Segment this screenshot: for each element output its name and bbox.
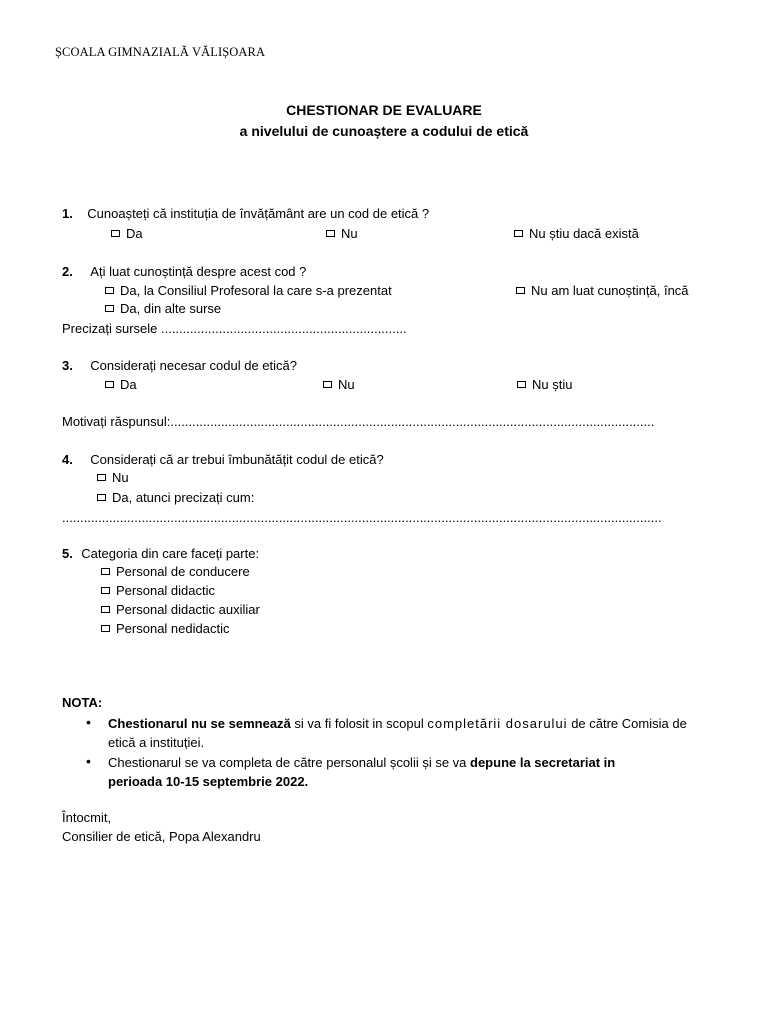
checkbox-icon [97, 494, 106, 501]
q1-option-nu[interactable]: Nu [326, 226, 358, 241]
footer-prepared: Întocmit, [62, 810, 112, 825]
question-text: Considerați necesar codul de etică? [90, 358, 297, 373]
question-5 [62, 545, 259, 563]
q4-details-field[interactable]: ...................................................................................................................................................................... [62, 510, 662, 525]
footer-author: Consilier de etică, Popa Alexandru [62, 829, 261, 844]
q4-option-da[interactable]: Da, atunci precizați cum: [97, 490, 254, 505]
q1-option-nu-stiu[interactable]: Nu știu dacă există [514, 226, 639, 241]
q2-option-consiliu[interactable]: Da, la Consiliul Profesoral la care s-a prezentat [105, 283, 392, 298]
checkbox-icon [323, 381, 332, 388]
bullet-icon: • [86, 714, 91, 730]
checkbox-icon [517, 381, 526, 388]
page-title: CHESTIONAR DE EVALUARE [286, 102, 482, 118]
bullet-icon: • [86, 753, 91, 769]
question-number: 5. [62, 546, 73, 561]
q1-option-da[interactable]: Da [111, 226, 143, 241]
checkbox-icon [105, 381, 114, 388]
question-2 [62, 263, 306, 281]
question-text: Considerați că ar trebui îmbunătățit codul de etică? [90, 452, 384, 467]
checkbox-icon [101, 587, 110, 594]
q4-option-nu[interactable]: Nu [97, 470, 129, 485]
question-number: 1. [62, 206, 73, 221]
nota-label: NOTA: [62, 695, 103, 710]
checkbox-icon [516, 287, 525, 294]
question-number: 3. [62, 358, 73, 373]
q5-option-conducere[interactable]: Personal de conducere [101, 564, 250, 579]
checkbox-icon [105, 287, 114, 294]
q3-option-nu[interactable]: Nu [323, 377, 355, 392]
q3-motivation-field[interactable]: Motivați răspunsul:...................................................................................................................................... [62, 414, 655, 429]
nota-item-1: Chestionarul nu se semnează si va fi folosit in scopul completării dosarului de către Comisia de etică a instituției. [108, 716, 687, 750]
question-3 [62, 357, 297, 375]
checkbox-icon [101, 625, 110, 632]
question-4 [62, 451, 384, 469]
q5-option-nedidactic[interactable]: Personal nedidactic [101, 621, 229, 636]
q5-option-auxiliar[interactable]: Personal didactic auxiliar [101, 602, 260, 617]
q5-option-didactic[interactable]: Personal didactic [101, 583, 215, 598]
question-text: Categoria din care faceți parte: [81, 546, 260, 561]
checkbox-icon [97, 474, 106, 481]
question-text: Ați luat cunoștință despre acest cod ? [90, 264, 307, 279]
question-1 [62, 205, 429, 223]
checkbox-icon [101, 568, 110, 575]
checkbox-icon [105, 305, 114, 312]
question-text: Cunoașteți că instituția de învățământ are un cod de etică ? [87, 206, 430, 221]
q3-option-da[interactable]: Da [105, 377, 137, 392]
checkbox-icon [326, 230, 335, 237]
checkbox-icon [101, 606, 110, 613]
nota-item-2: Chestionarul se va completa de către personalul școlii și se va depune la secretariat in perioada 10-15 septembrie 2022. [108, 755, 616, 789]
q2-option-alte-surse[interactable]: Da, din alte surse [105, 301, 221, 316]
q2-option-nu-am-luat[interactable]: Nu am luat cunoștință, încă [516, 283, 689, 298]
checkbox-icon [111, 230, 120, 237]
checkbox-icon [514, 230, 523, 237]
q3-option-nu-stiu[interactable]: Nu știu [517, 377, 572, 392]
page-subtitle: a nivelului de cunoaștere a codului de etică [239, 123, 529, 139]
question-number: 2. [62, 264, 73, 279]
q2-sources-field[interactable]: Precizați sursele .................................................................... [62, 321, 407, 336]
question-number: 4. [62, 452, 73, 467]
school-name: ȘCOALA GIMNAZIALĂ VĂLIȘOARA [55, 45, 266, 59]
